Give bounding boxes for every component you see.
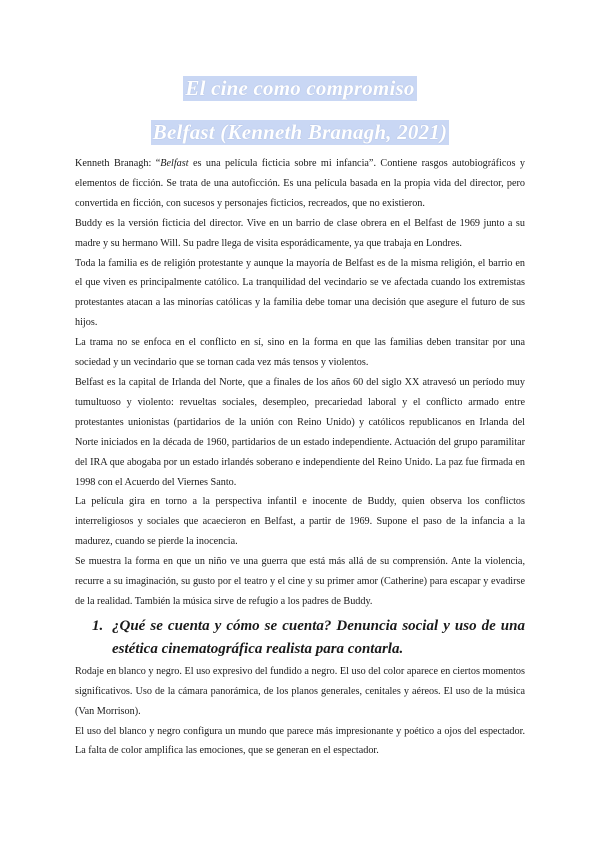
document-subtitle: Belfast (Kenneth Branagh, 2021) [152,120,448,144]
quote-prefix: Kenneth Branagh: “ [75,158,161,169]
paragraph-4: La trama no se enfoca en el conflicto en sí, sino en la forma en que las familias deben transitar por una sociedad y un vecindario que se tornan cada vez más tensos y violentos. [75,337,525,369]
section-number: 1. [92,617,104,634]
section-heading-text: ¿Qué se cuenta y cómo se cuenta? Denuncia social y uso de una estética cinematográfica realista para contarla. [112,617,525,657]
title-line-1-wrap [0,76,600,101]
document-title: El cine como compromiso [185,76,415,100]
paragraph-1 [75,154,525,214]
paragraph-2: Buddy es la versión ficticia del director. Vive en un barrio de clase obrera en el Belfast de 1969 junto a su madre y su hermano Will. Su padre llega de visita esporádicamente, ya que trabaja en Londres. [75,217,525,249]
paragraph-9: El uso del blanco y negro configura un mundo que parece más impresionante y poético a ojos del espectador. La falta de color amplifica las emociones, que se generan en el espectador. [75,725,525,757]
paragraph-8: Rodaje en blanco y negro. El uso expresivo del fundido a negro. El uso del color aparece en ciertos momentos significativos. Uso de la cámara panorámica, de los planos generales, cenitales y aéreos. El uso de la música (Van Morrison). [75,665,525,717]
paragraph-3: Toda la familia es de religión protestante y aunque la mayoría de Belfast es de la misma religión, el barrio en el que viven es principalmente católico. La tranquilidad del vecindario se ve afectada cuando los extremistas protestantes atacan a las minorías católicas y la familia debe tomar una decisión que asegure el futuro de sus hijos. [75,257,525,329]
paragraph-5: Belfast es la capital de Irlanda del Norte, que a finales de los años 60 del siglo XX atravesó un período muy tumultuoso y violento: revueltas sociales, desempleo, precariedad laboral y el conflicto armado entre protestantes unionistas (partidarios de la unión con Reino Unido) y católicos republicanos en Irlanda del Norte iniciados en la década de 1960, partidarios de un estado independiente. Actuación del grupo paramilitar del IRA que abogaba por un estado irlandés soberano e independiente del Reino Unido. La paz fue firmada en 1998 con el Acuerdo del Viernes Santo. [75,376,525,488]
film-title-italic: Belfast [160,158,189,169]
paragraph-7: Se muestra la forma en que un niño ve una guerra que está más allá de su comprensión. Ante la violencia, recurre a su imaginación, su gusto por el teatro y el cine y su primer amor (Catherine) para escapar y evadirse de la realidad. También la música sirve de refugio a los padres de Buddy. [75,556,525,607]
paragraph-1-rest: es una película ficticia sobre mi infancia”. Contiene rasgos autobiográficos y elementos de ficción. Se trata de una autoficción. Es una película basada en la propia vida del director, pero convertida en ficción, con sucesos y personajes ficticios, recreados, que no existieron. [75,158,525,209]
paragraph-6: La película gira en torno a la perspectiva infantil e inocente de Buddy, quien observa los conflictos interreligiosos y sociales que acaecieron en Belfast, a partir de 1969. Supone el paso de la infancia a la madurez, cuando se pierde la inocencia. [75,496,525,548]
section-heading-1 [75,615,525,661]
document-body [75,154,525,761]
title-line-2-wrap [0,120,600,145]
